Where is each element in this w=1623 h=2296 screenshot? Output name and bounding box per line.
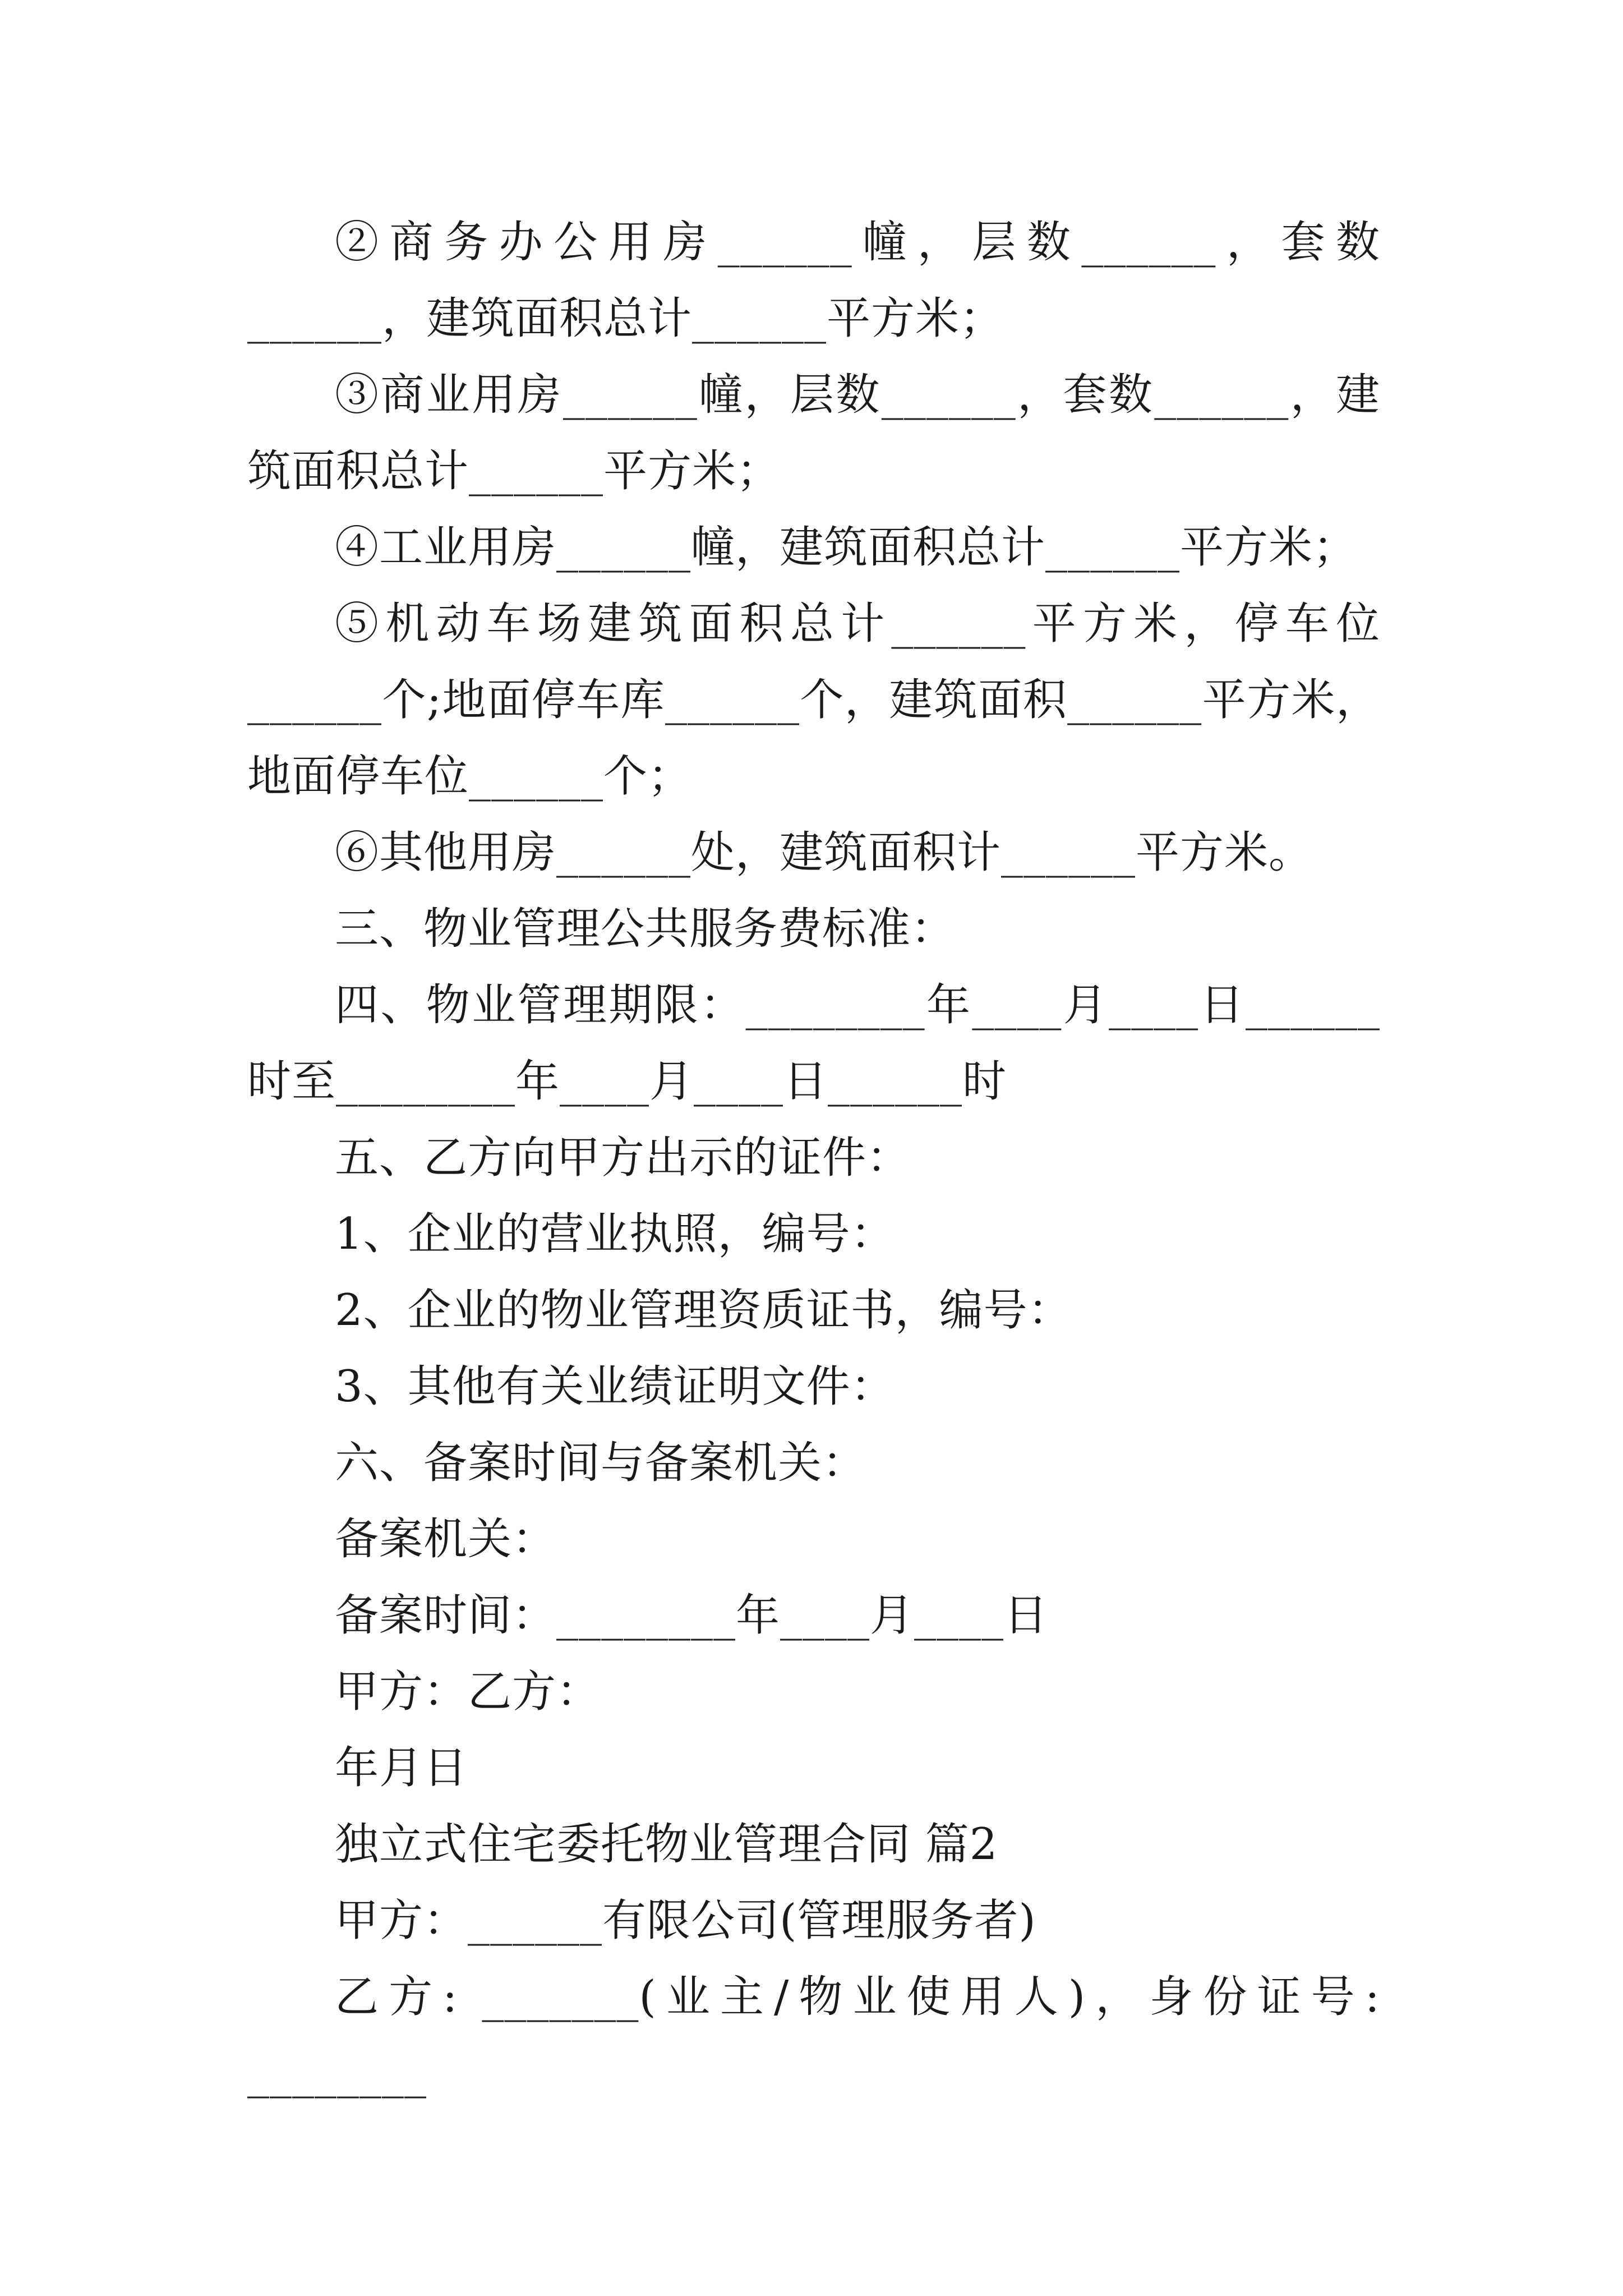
paragraph-office-housing: ②商务办公用房______幢，层数______，套数______，建筑面积总计______平方米； (247, 217, 1380, 344)
paragraph-parking: ⑤机动车场建筑面积总计______平方米，停车位______个;地面停车库______个，建筑面积______平方米，地面停车位______个； (247, 599, 1380, 802)
paragraph-parties-signature: 甲方：乙方： (335, 1667, 601, 1717)
paragraph-party-b: 乙方: _______(业主/物业使用人)，身份证号: ________ (247, 1972, 1395, 2099)
list-item-business-license: 1、企业的营业执照，编号： (335, 1209, 895, 1259)
paragraph-party-a: 甲方：______有限公司(管理服务者) (335, 1895, 1036, 1946)
paragraph-filing-date: 备案时间：________年____月____日 (335, 1590, 1049, 1641)
contract-title-part-2: 独立式住宅委托物业管理合同 篇2 (335, 1819, 998, 1870)
paragraph-management-term: 四、物业管理期限：________年____月____日______时至________年____月____日______时 (247, 980, 1380, 1107)
paragraph-commercial-housing: ③商业用房______幢，层数______，套数______，建筑面积总计______平方米； (247, 370, 1380, 496)
document-body (247, 204, 1395, 2111)
paragraph-filing-authority: 备案机关： (335, 1514, 557, 1565)
section-heading-filing: 六、备案时间与备案机关： (335, 1438, 867, 1488)
paragraph-signature-date: 年月日 (335, 1743, 468, 1793)
paragraph-other-housing: ⑥其他用房______处，建筑面积计______平方米。 (335, 827, 1313, 878)
list-item-performance-documents: 3、其他有关业绩证明文件： (335, 1361, 895, 1412)
section-heading-fee-standard: 三、物业管理公共服务费标准： (335, 904, 956, 954)
list-item-qualification-certificate: 2、企业的物业管理资质证书，编号： (335, 1285, 1072, 1336)
section-heading-certificates: 五、乙方向甲方出示的证件： (335, 1133, 911, 1183)
paragraph-industrial-housing: ④工业用房______幢，建筑面积总计______平方米； (335, 522, 1358, 573)
